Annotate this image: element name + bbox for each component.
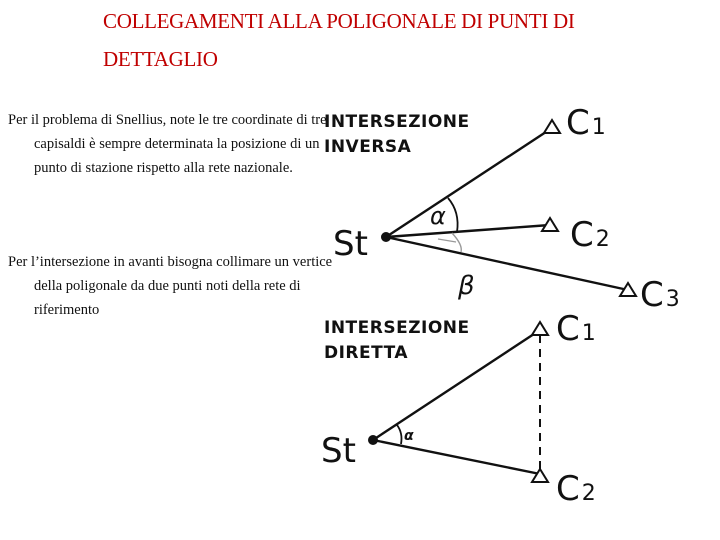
inverse-heading-line-2: INVERSA [324,137,412,157]
inverse-intersection-diagram [324,103,680,315]
point-label-c1-direct: C1 [556,309,596,349]
point-label-c3: C3 [640,275,680,315]
ray-st-c2 [386,225,550,237]
paragraph-intersezione-avanti: Per l’intersezione in avanti bisogna collimare un vertice della poligonale da due punti noti della rete di riferimento [8,254,333,318]
direct-heading-line-1: INTERSEZIONE [324,318,470,338]
point-label-c1: C1 [566,103,606,143]
inverse-heading-line-1: INTERSEZIONE [324,112,470,132]
angle-alpha-label: α [430,202,446,230]
station-point-direct [368,435,378,445]
slide-title [103,2,703,78]
angle-beta-label: β [458,271,475,301]
slide-title-line-1: COLLEGAMENTI ALLA POLIGONALE DI PUNTI DI [103,9,575,33]
direct-intersection-diagram [321,309,596,509]
angle-beta-arc [452,233,461,252]
point-label-c2: C2 [570,215,610,255]
angle-alpha-direct-label: α [404,428,414,444]
angle-alpha-direct-arc [397,425,402,444]
station-point [381,232,391,242]
paragraph-snellius: Per il problema di Snellius, note le tre coordinate di tre capisaldi è sempre determinata la posizione di un punto di stazione rispetto alla rete nazionale. [8,112,327,176]
point-label-c2-direct: C2 [556,469,596,509]
intersection-diagram [310,90,710,520]
slide-title-line-2: DETTAGLIO [103,47,218,71]
direct-heading-line-2: DIRETTA [324,343,409,363]
station-label: St [333,224,368,264]
angle-alpha-arc [448,198,458,232]
angle-beta-tick [438,239,456,242]
benchmark-c1-icon [544,120,560,133]
station-label-direct: St [321,431,356,471]
benchmark-c1-direct-icon [532,322,548,335]
ray-st-c2-direct [373,440,540,474]
benchmark-c2-direct-icon [532,469,548,482]
